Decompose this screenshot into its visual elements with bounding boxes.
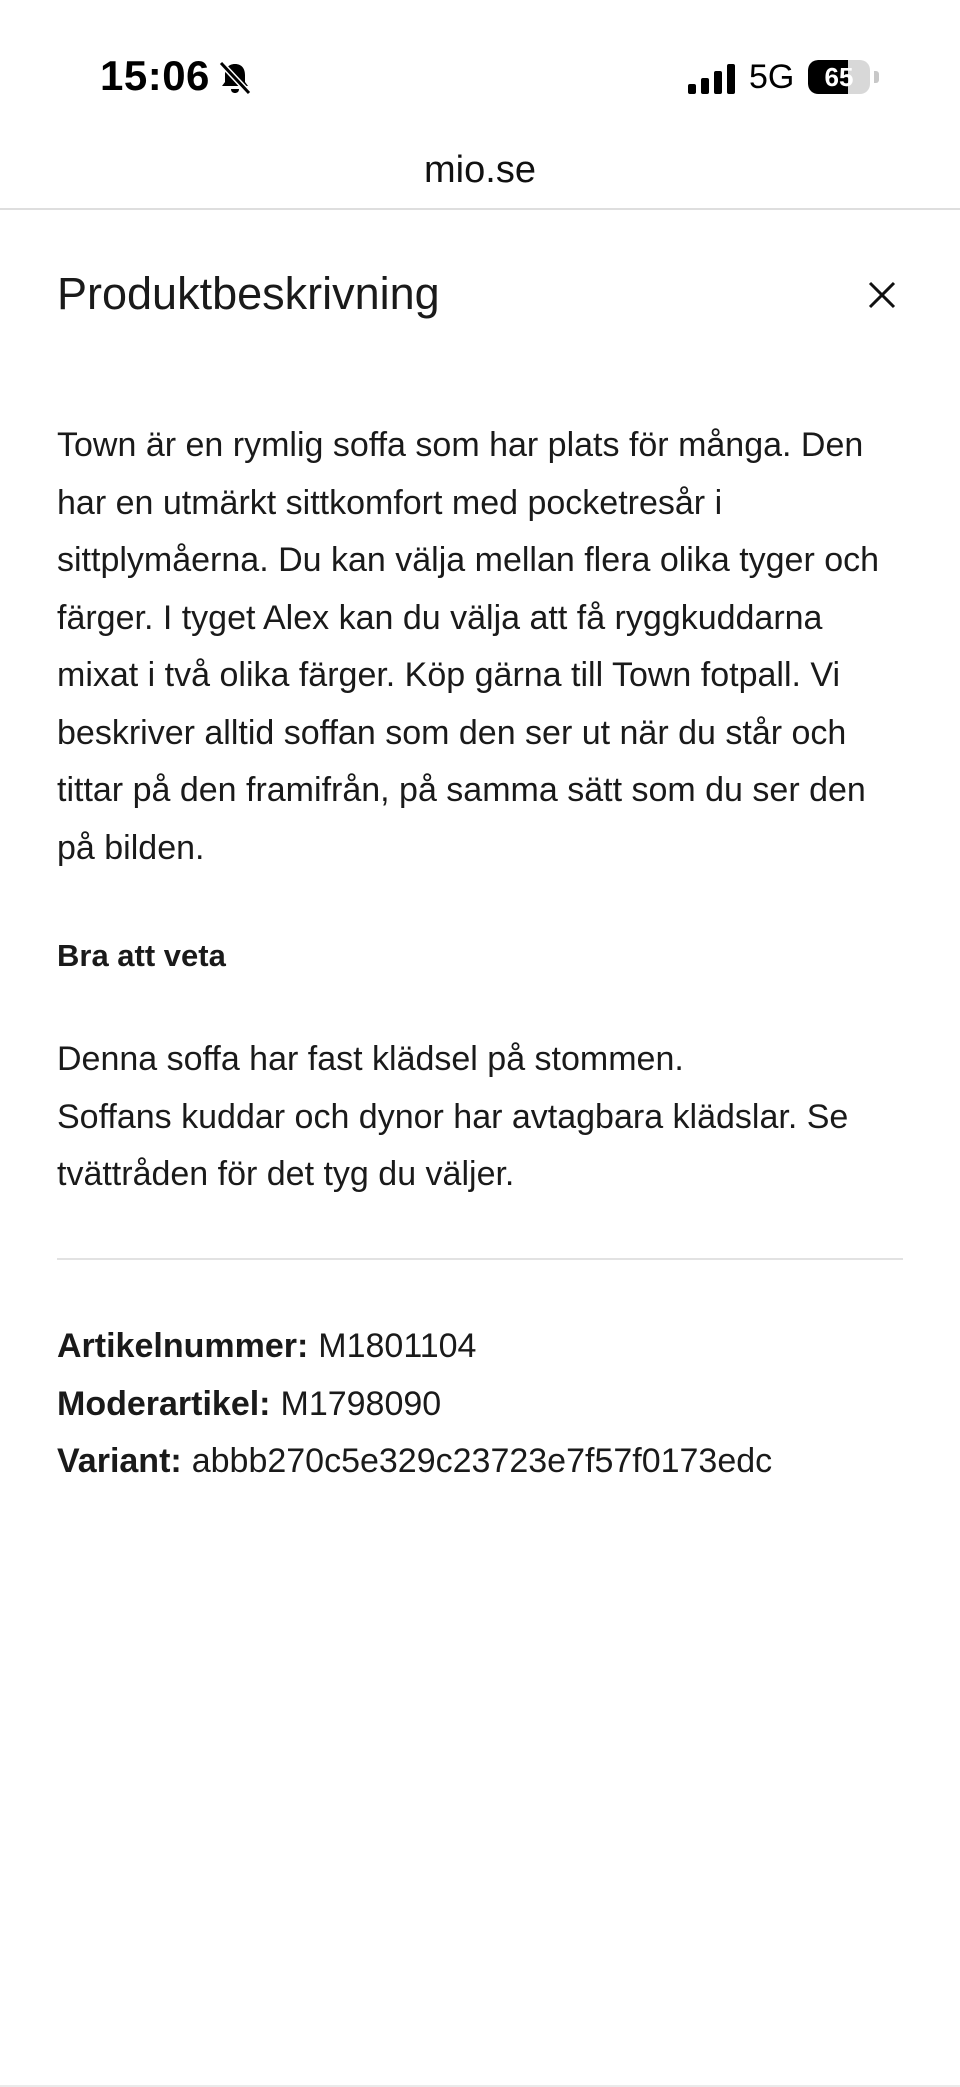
status-time: 15:06: [100, 52, 210, 99]
cellular-signal-icon: [688, 64, 736, 94]
header-divider: [0, 208, 960, 210]
info-line: Denna soffa har fast klädsel på stommen.: [57, 1040, 684, 1078]
parent-article-row: [57, 1376, 927, 1434]
section-divider: [57, 1258, 903, 1260]
section-heading: Bra att veta: [57, 938, 226, 973]
article-number-value: M1801104: [318, 1327, 477, 1365]
variant-value: abbb270c5e329c23723e7f57f0173edc: [191, 1442, 773, 1480]
battery-body: [808, 60, 870, 94]
battery-icon: [808, 60, 880, 96]
article-number-label: Artikelnummer:: [57, 1327, 309, 1365]
close-icon[interactable]: [862, 275, 902, 315]
product-description: [57, 417, 907, 877]
network-type: 5G: [749, 58, 795, 96]
status-bar: [0, 0, 960, 150]
article-info: [57, 1318, 927, 1491]
article-number-row: [57, 1318, 927, 1376]
domain-label: mio.se: [424, 149, 536, 191]
parent-article-label: Moderartikel:: [57, 1384, 271, 1423]
variant-row: [57, 1433, 927, 1491]
good-to-know-text: [57, 1031, 907, 1204]
info-line: Soffans kuddar och dynor har avtagbara klädslar. Se tvättråden för det tyg du väljer.: [57, 1097, 849, 1193]
parent-article-value: M1798090: [280, 1384, 442, 1423]
battery-tip: [874, 71, 879, 83]
battery-level: 65: [824, 62, 854, 92]
variant-label: Variant:: [57, 1442, 182, 1480]
bell-muted-icon: [218, 60, 252, 96]
panel-title: Produktbeskrivning: [57, 268, 440, 319]
description-paragraph: Town är en rymlig soffa som har plats för många. Den har en utmärkt sittkomfort med pocketresår i sittplymåerna. Du kan välja mellan flera olika tyger och färger. I tyget Alex kan du välja att få ryggkuddarna mixat i två olika färger. Köp gärna till Town fotpall. Vi beskriver alltid soffan som den ser ut när du står och tittar på den framifrån, på samma sätt som du ser den på bilden.: [57, 426, 880, 867]
address-bar[interactable]: [0, 140, 960, 210]
